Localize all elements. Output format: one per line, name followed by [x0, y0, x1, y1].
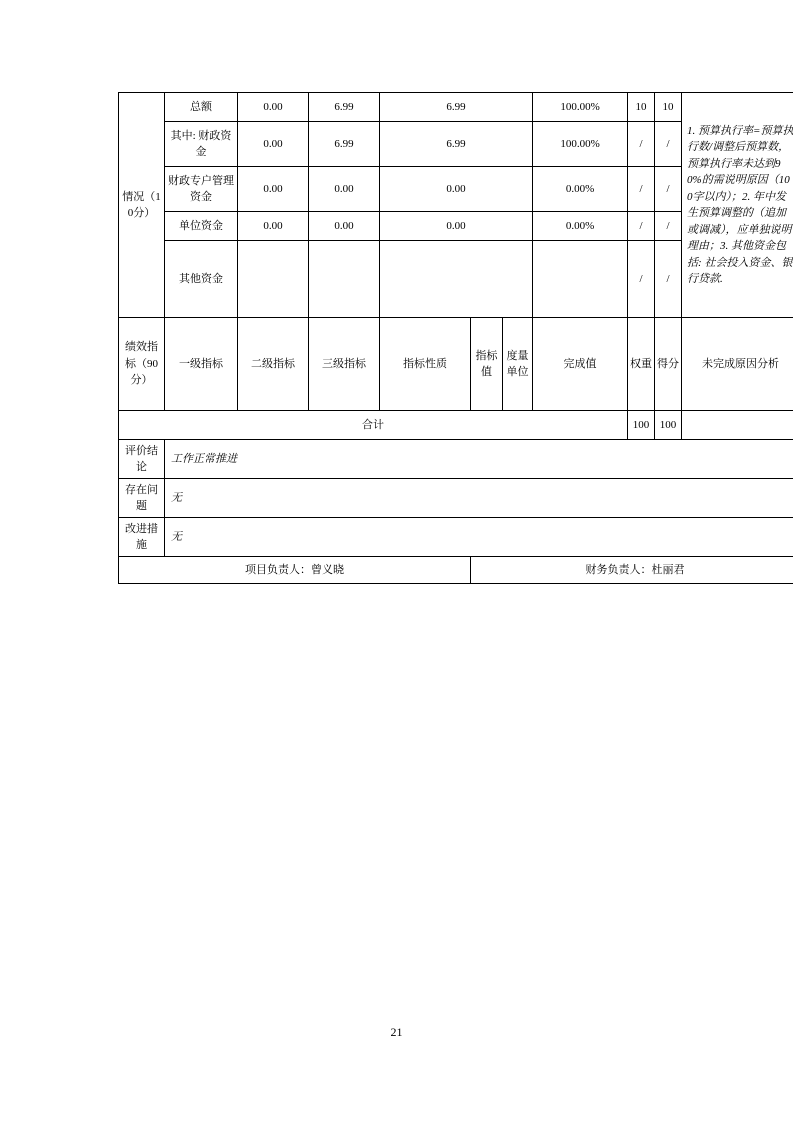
- cell-rate: 100.00%: [533, 93, 628, 122]
- cell-rate: 100.00%: [533, 122, 628, 167]
- cell-score: /: [655, 212, 682, 241]
- funds-note: 1. 预算执行率=预算执行数/调整后预算数，预算执行率未达到90%的需说明原因（100字以内）；2. 年中发生预算调整的（追加或调减），应单独说明理由；3. 其他资金包括: 社会投入资金、银行贷款.: [682, 93, 793, 318]
- cell-score: /: [655, 241, 682, 318]
- conclusion-row: [119, 440, 793, 479]
- cell-weight: /: [628, 122, 655, 167]
- finance-manager-name: 杜丽君: [651, 563, 685, 576]
- row-name: 财政专户管理资金: [165, 167, 238, 212]
- cell-amount-3: [380, 241, 533, 318]
- row-name: 单位资金: [165, 212, 238, 241]
- improvement-value: 无: [165, 518, 793, 557]
- header-level3: 三级指标: [309, 318, 380, 411]
- cell-amount-3: 0.00: [380, 167, 533, 212]
- cell-amount-3: 6.99: [380, 122, 533, 167]
- project-manager-cell: [119, 557, 471, 584]
- project-manager-label: 项目负责人：: [245, 563, 311, 576]
- cell-score: 10: [655, 93, 682, 122]
- main-table: [118, 92, 793, 584]
- cell-amount-1: 0.00: [238, 167, 309, 212]
- problem-row: [119, 479, 793, 518]
- funds-section-label: 情况（10分）: [119, 93, 165, 318]
- cell-amount-2: 6.99: [309, 93, 380, 122]
- total-weight: 100: [628, 411, 655, 440]
- cell-amount-3: 6.99: [380, 93, 533, 122]
- header-nature: 指标性质: [380, 318, 471, 411]
- cell-rate: [533, 241, 628, 318]
- performance-section-label: 绩效指标（90分）: [119, 318, 165, 411]
- page-number: 21: [390, 1025, 403, 1039]
- cell-amount-1: 0.00: [238, 93, 309, 122]
- header-score: 得分: [655, 318, 682, 411]
- cell-weight: /: [628, 212, 655, 241]
- header-reason: 未完成原因分析: [682, 318, 793, 411]
- cell-amount-2: [309, 241, 380, 318]
- cell-amount-1: 0.00: [238, 212, 309, 241]
- cell-weight: 10: [628, 93, 655, 122]
- problem-value: 无: [165, 479, 793, 518]
- performance-header-row: [119, 318, 793, 411]
- finance-manager-label: 财务负责人：: [585, 563, 652, 576]
- cell-rate: 0.00%: [533, 167, 628, 212]
- row-name: 其中: 财政资金: [165, 122, 238, 167]
- header-actual: 完成值: [533, 318, 628, 411]
- header-weight: 权重: [628, 318, 655, 411]
- project-manager-name: 曾义晓: [311, 563, 344, 576]
- header-unit: 度量单位: [503, 318, 533, 411]
- cell-amount-2: 0.00: [309, 212, 380, 241]
- header-level2: 二级指标: [238, 318, 309, 411]
- total-score: 100: [655, 411, 682, 440]
- cell-amount-1: 0.00: [238, 122, 309, 167]
- conclusion-label: 评价结论: [119, 440, 165, 479]
- conclusion-value: 工作正常推进: [165, 440, 793, 479]
- improvement-label: 改进措施: [119, 518, 165, 557]
- total-row: [119, 411, 793, 440]
- table-row: [119, 93, 793, 122]
- cell-amount-1: [238, 241, 309, 318]
- improvement-row: [119, 518, 793, 557]
- cell-weight: /: [628, 167, 655, 212]
- cell-amount-2: 6.99: [309, 122, 380, 167]
- total-blank: [682, 411, 793, 440]
- header-level1: 一级指标: [165, 318, 238, 411]
- row-name: 总额: [165, 93, 238, 122]
- cell-rate: 0.00%: [533, 212, 628, 241]
- header-value: 指标值: [471, 318, 503, 411]
- cell-amount-2: 0.00: [309, 167, 380, 212]
- cell-amount-3: 0.00: [380, 212, 533, 241]
- cell-weight: /: [628, 241, 655, 318]
- total-label: 合计: [119, 411, 628, 440]
- signature-row: [119, 557, 793, 584]
- cell-score: /: [655, 167, 682, 212]
- finance-manager-cell: [471, 557, 793, 584]
- cell-score: /: [655, 122, 682, 167]
- row-name: 其他资金: [165, 241, 238, 318]
- performance-evaluation-table: [118, 92, 793, 584]
- problem-label: 存在问题: [119, 479, 165, 518]
